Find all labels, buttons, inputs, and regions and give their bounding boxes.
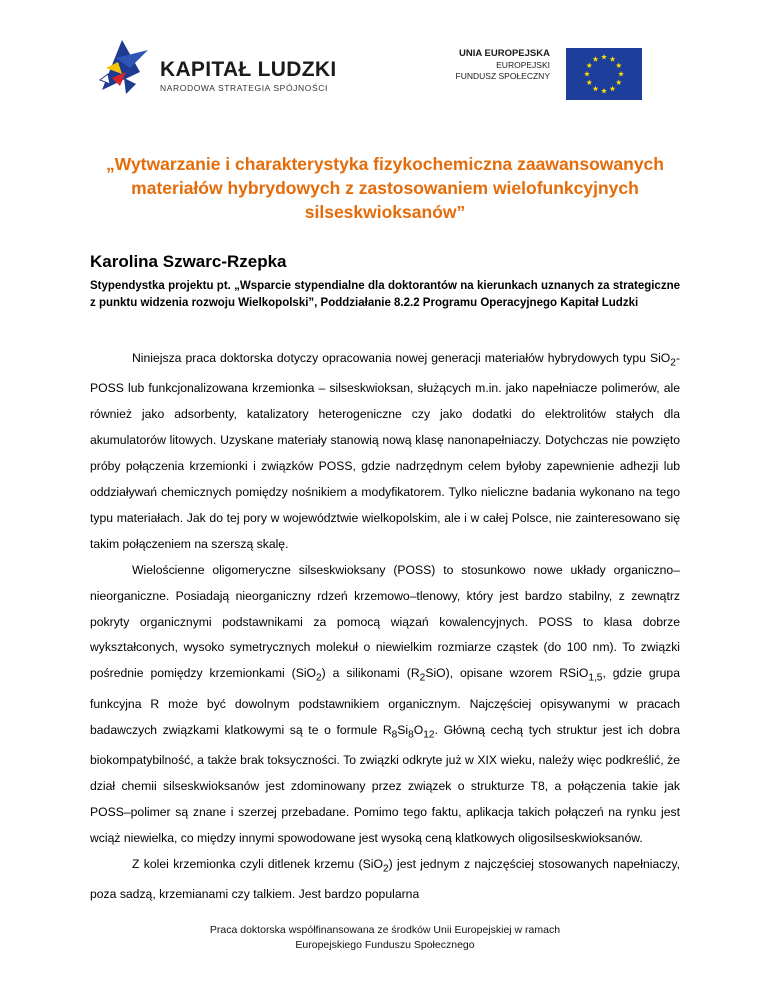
- footer-line2: Europejskiego Funduszu Społecznego: [295, 939, 475, 951]
- kapital-ludzki-name: KAPITAŁ LUDZKI: [160, 58, 337, 81]
- paragraph-1: Niniejsza praca doktorska dotyczy opracowania nowej generacji materiałów hybrydowych typu SiO$_2$-POSS lub funkcjonalizowana krzemionka – silseskwioksan, służących m.in. jako napełniacze polimerów, ale również jako adsorbenty, katalizatory heterogeniczne czy jako dodatki do elektrolitów stałych dla akumulatorów litowych. Uzyskane materiały stanowią nową klasę nanonapełniaczy. Dotychczas nie powzięto próby połączenia krzemionki i związków POSS, gdzie nadrzędnym celem byłoby zapewnienie adhezji lub oddziaływań chemicznych pomiędzy nośnikiem a modyfikatorem. Tylko nieliczne badania wykonano na tego typu materiałach. Jak do tej pory w województwie wielkopolskim, ale i w całej Polsce, nie zainteresowano się takim połączeniem na szerszą skalę.: [90, 351, 680, 551]
- eu-flag-icon: [566, 48, 642, 100]
- kapital-ludzki-tagline: NARODOWA STRATEGIA SPÓJNOŚCI: [160, 83, 328, 93]
- document-title: „Wytwarzanie i charakterystyka fizykochemiczna zaawansowanych materiałów hybrydowych z zastosowaniem wielofunkcyjnych silseskwioksanów”: [106, 154, 664, 222]
- eu-logo-line3: FUNDUSZ SPOŁECZNY: [455, 71, 550, 81]
- footer-note: [90, 923, 680, 953]
- eu-logo-text: [456, 48, 550, 82]
- footer-line1: Praca doktorska współfinansowana ze środków Unii Europejskiej w ramach: [209, 924, 561, 936]
- author-name: Karolina Szwarc-Rzepka: [90, 252, 287, 271]
- eu-logo-line2: EUROPEJSKI: [496, 60, 550, 70]
- paragraph-2: Wielościenne oligomeryczne silseskwioksany (POSS) to stosunkowo nowe układy organiczno–nieorganiczne. Posiadają nieorganiczny rdzeń krzemowo–tlenowy, który jest bardzo stabilny, z zewnątrz pokryty organicznymi podstawnikami za pomocą wiązań kowalencyjnych. POSS to klasa dobrze wykształconych, wysoko symetrycznych molekuł o niewielkim rozmiarze cząstek (do 100 nm). To związki pośrednie pomiędzy krzemionkami (SiO$_2$) a silikonami $(R_2SiO)$, opisane wzorem RSiO$_{1,5}$, gdzie grupa funkcyjna R może być dowolnym podstawnikiem organicznym. Najczęściej opisywanymi w pracach badawczych związkami klatkowymi są te o formule $R_8Si_8O_{12}$. Główną cechą tych struktur jest ich dobra biokompatybilność, a także brak toksyczności. To związki odkryte już w XIX wieku, należy więc podkreślić, że dział chemii silseskwioksanów jest zdominowany przez związek o strukturze T8, a połączenia takie jak POSS–polimer są znane i szerzej przebadane. Pomimo tego faktu, aplikacja takich połączeń na rynku jest wciąż niewielka, co między innymi spowodowane jest wysoką ceną klatkowych oligosilseskwioksanów.: [90, 562, 680, 845]
- eu-logo-line1: UNIA EUROPEJSKA: [459, 48, 550, 59]
- kapital-ludzki-logo: [96, 38, 336, 100]
- body-text: [90, 346, 680, 908]
- paragraph-3: Z kolei krzemionka czyli ditlenek krzemu (SiO$_2$) jest jednym z najczęściej stosowanych napełniaczy, poza sadzą, krzemianami czy talkiem. Jest bardzo popularna: [90, 856, 680, 901]
- kapital-ludzki-emblem-icon: [96, 38, 156, 100]
- eu-logo: [452, 48, 642, 104]
- scholarship-note: Stypendystka projektu pt. „Wsparcie stypendialne dla doktorantów na kierunkach uznanych za strategiczne z punktu widzenia rozwoju Wielkopolski”, Poddziałanie 8.2.2 Programu Operacyjnego Kapitał Ludzki: [90, 280, 680, 309]
